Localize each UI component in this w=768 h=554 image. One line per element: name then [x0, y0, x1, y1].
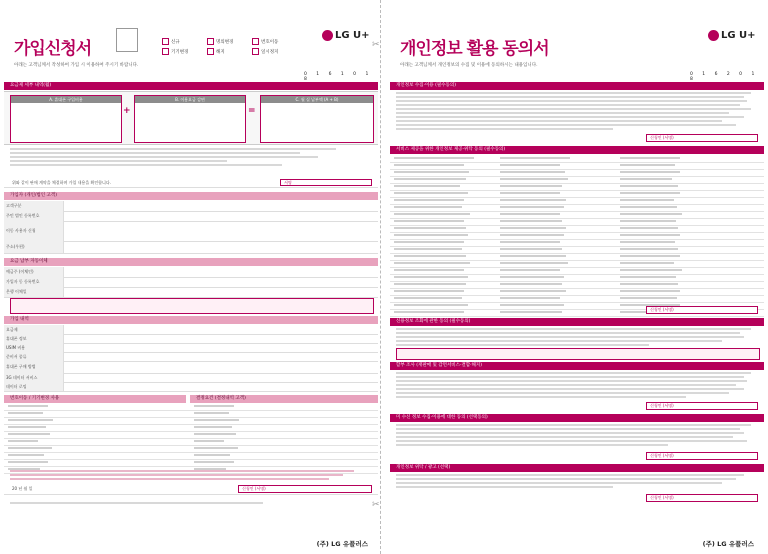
consent-signature-5[interactable]: 신청인 (서명)	[646, 494, 758, 502]
equals-sign: =	[248, 106, 256, 116]
form-row: 휴대폰 정보	[4, 334, 378, 344]
section-provision: 서비스 제공을 위한 개인정보 제공·위탁 동의 (필수동의)	[390, 146, 764, 154]
company-name: (주) LG 유플러스	[702, 540, 754, 548]
applicant-signature-field[interactable]: 신청인 (서명)	[238, 485, 372, 493]
option-cancel[interactable]: 해지	[207, 48, 252, 55]
option-port[interactable]: 번호이동	[252, 38, 292, 45]
consent-subtitle: 아래는 고객님께서 개인정보의 수집 및 이용에 동의하시는 내용입니다.	[400, 63, 538, 68]
form-row: 은행 이체일	[4, 287, 378, 298]
form-row: 3G 데이터 서비스	[4, 373, 378, 383]
checkbox-icon[interactable]	[207, 48, 214, 55]
form-row: 데이터 로밍	[4, 382, 378, 392]
marketing-text	[396, 474, 758, 490]
form-row: 이동 사용자 신청	[4, 221, 378, 242]
installment-text	[396, 372, 758, 400]
form-row: 주소(우편)	[4, 241, 378, 254]
device-table	[4, 404, 378, 474]
sign-confirm-row: 위와 같이 판매 계약을 체결하며 가입 내용을 확인합니다. 서명	[4, 178, 378, 188]
device-section-bar: 번호이동 / 기기변경 사용	[4, 395, 186, 403]
consent-title: 개인정보 활용 동의서	[400, 39, 549, 59]
form-subtitle: 아래는 고객님께서 작성하여 가입 시 이용하여 주시기 바랍니다.	[14, 63, 139, 68]
section-optional: 미 수신 정보 수집·이용에 대한 동의 (선택동의)	[390, 414, 764, 422]
checkbox-icon[interactable]	[162, 48, 169, 55]
consent-signature-1[interactable]: 신청인 (서명)	[646, 134, 758, 142]
section-installment: 할부 조사 (재판매 및 감면서비스·결합·해지)	[390, 362, 764, 370]
fold-line	[380, 0, 382, 554]
stamp-box	[116, 28, 138, 52]
option-name-change[interactable]: 명의변경	[207, 38, 252, 45]
form-row: 준비서 종류	[4, 352, 378, 362]
provision-table	[390, 156, 764, 324]
section-marketing: 개인정보 위탁 / 광고 (선택)	[390, 464, 764, 472]
credit-text	[396, 328, 758, 348]
form-row: 요금제	[4, 325, 378, 335]
legal-notice-text	[10, 470, 372, 482]
company-name: (주) LG 유플러스	[316, 540, 368, 548]
checkbox-icon[interactable]	[252, 48, 259, 55]
privacy-consent-sheet	[390, 0, 764, 554]
box-monthly-total: C. 월 실 납부액 (A + B)	[260, 95, 374, 143]
promo-section-bar: 결정요건 (결정내역 고객)	[190, 395, 378, 403]
checkbox-icon[interactable]	[162, 38, 169, 45]
lg-logo-icon	[322, 30, 333, 41]
terms-text	[10, 148, 372, 168]
plus-sign: +	[123, 106, 131, 116]
option-device-change[interactable]: 기기변경	[162, 48, 207, 55]
form-serial: 0 1 6 2 0 1 8	[690, 72, 759, 82]
form-row: 가입자 동 등록번호	[4, 277, 378, 288]
section-credit: 신용정보 조회에 관한 동의 (필수동의)	[390, 318, 764, 326]
form-row: 고객구분	[4, 201, 378, 212]
footnote-text	[10, 502, 372, 506]
subscriber-section-bar: 가입자 (개인/법인 고객)	[4, 192, 378, 200]
payment-section-bar: 요금 납부 자동이체	[4, 258, 378, 266]
checkbox-icon[interactable]	[252, 38, 259, 45]
optional-text	[396, 424, 758, 448]
payment-note-box	[10, 298, 374, 314]
credit-note-box	[396, 348, 760, 360]
lg-uplus-logo: LG U+	[708, 30, 756, 41]
form-row: 예금주 (이체인)	[4, 267, 378, 278]
cost-summary-block	[4, 91, 378, 145]
form-row: 휴대폰 구매 방법	[4, 361, 378, 374]
scissors-icon: ✂	[372, 500, 380, 510]
application-form-sheet	[4, 0, 378, 554]
plan-section-bar: 요금제 세부 내역(월)	[4, 82, 378, 90]
consent-signature-2[interactable]: 신청인 (서명)	[646, 306, 758, 314]
signature-field[interactable]: 서명	[280, 179, 372, 186]
plan-details-bar: 가입 내역	[4, 316, 378, 324]
box-discount: B. 이용요금 감면	[134, 95, 246, 143]
form-serial: 0 1 6 1 0 1 8	[304, 72, 373, 82]
request-type-options	[162, 38, 292, 55]
section-collection: 개인정보 수집·이용 (필수동의)	[390, 82, 764, 90]
checkbox-icon[interactable]	[207, 38, 214, 45]
form-title: 가입신청서	[14, 39, 92, 59]
date-sign-row: 20 년 월 일 신청인 (서명)	[4, 484, 378, 495]
form-row: 주민 법인 등록번호	[4, 211, 378, 222]
collection-text	[396, 92, 758, 132]
scissors-icon: ✂	[372, 40, 380, 50]
box-device-cost: A. 휴대폰 구입비용	[10, 95, 122, 143]
option-suspend[interactable]: 일시정지	[252, 48, 292, 55]
lg-uplus-logo: LG U+	[322, 30, 370, 41]
consent-signature-3[interactable]: 신청인 (서명)	[646, 402, 758, 410]
lg-logo-icon	[708, 30, 719, 41]
form-row: USIM 비용	[4, 343, 378, 353]
option-new[interactable]: 신규	[162, 38, 207, 45]
consent-signature-4[interactable]: 신청인 (서명)	[646, 452, 758, 460]
